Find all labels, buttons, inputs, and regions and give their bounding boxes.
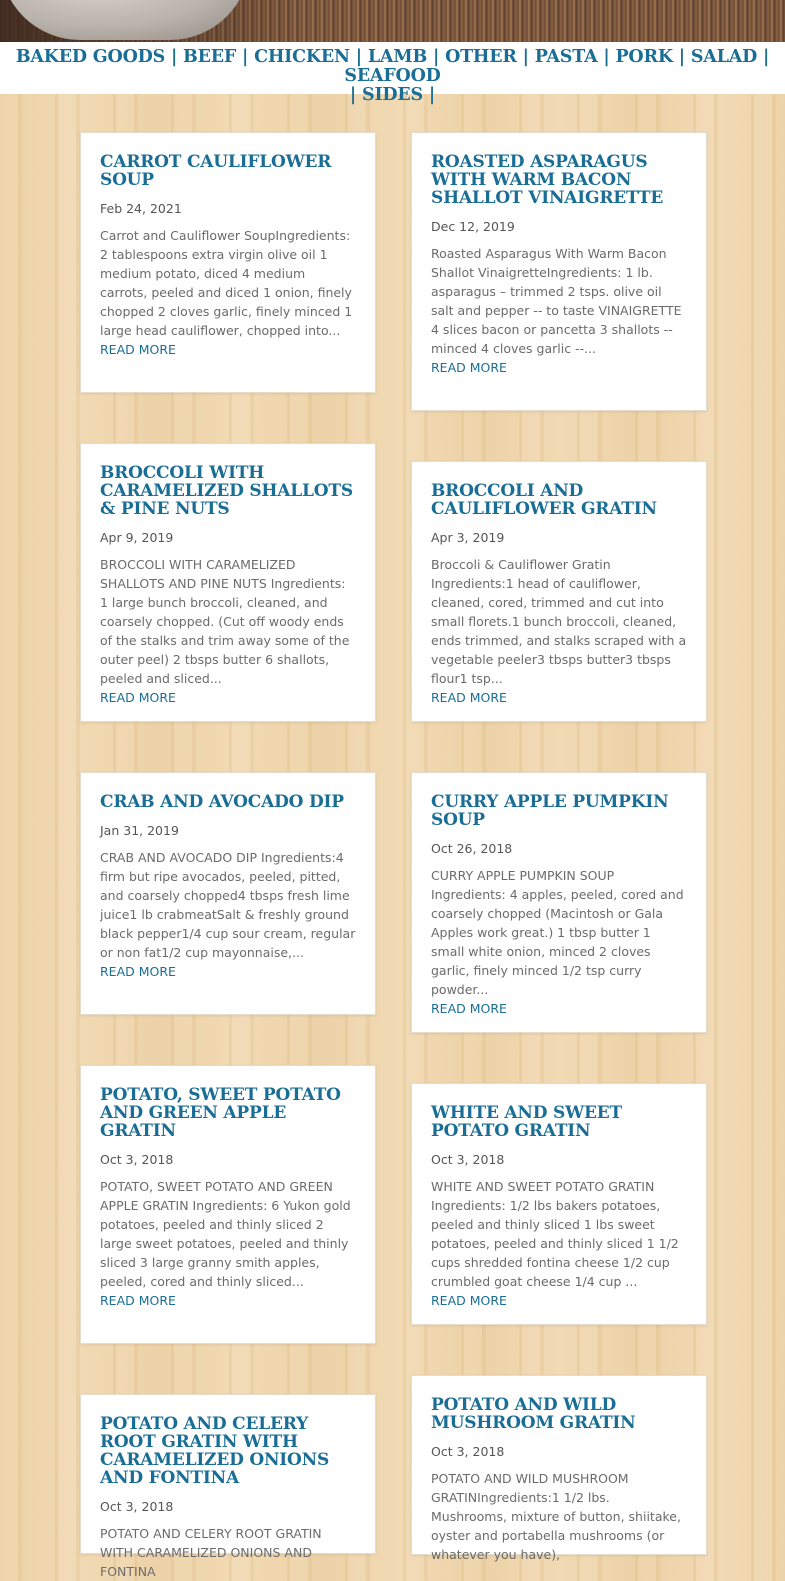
post-excerpt: CRAB AND AVOCADO DIP Ingredients:4 firm but ripe avocados, peeled, pitted, and coarsely chopped4 tbsps fresh lime juice1 lb crabmeatSalt & freshly ground black pepper1/4 cup sour cream, regular or non fat1/2 cup mayonnaise,... bbox=[100, 850, 356, 960]
read-more-link[interactable]: READ MORE bbox=[100, 1293, 176, 1308]
post-title[interactable]: BROCCOLI WITH CARAMELIZED SHALLOTS & PINE NUTS bbox=[100, 463, 353, 519]
post-date: Jan 31, 2019 bbox=[100, 823, 179, 838]
nav-separator: | bbox=[678, 47, 685, 67]
post-date: Oct 3, 2018 bbox=[100, 1152, 174, 1167]
header-banner-image bbox=[0, 0, 785, 42]
nav-separator: | bbox=[603, 47, 610, 67]
post-date: Oct 3, 2018 bbox=[431, 1444, 505, 1459]
nav-item-lamb[interactable]: LAMB bbox=[367, 47, 428, 67]
nav-separator: | bbox=[432, 47, 440, 67]
post-title[interactable]: POTATO AND CELERY ROOT GRATIN WITH CARAMELIZED ONIONS AND FONTINA bbox=[100, 1414, 330, 1488]
post-title[interactable]: POTATO AND WILD MUSHROOM GRATIN bbox=[431, 1395, 636, 1433]
post-excerpt: Broccoli & Cauliflower Gratin Ingredients:1 head of cauliflower, cleaned, cored, trimmed and cut into small florets.1 bunch broccoli, cleaned, ends trimmed, and stalks scraped with a vegetable peeler3 tbsps butter3 tbsps flour1 tsp... bbox=[431, 557, 687, 686]
read-more-link[interactable]: READ MORE bbox=[100, 690, 176, 705]
read-more-link[interactable]: READ MORE bbox=[100, 342, 176, 357]
read-more-link[interactable]: READ MORE bbox=[431, 690, 507, 705]
nav-item-baked-goods[interactable]: BAKED GOODS bbox=[15, 47, 166, 67]
post-excerpt: POTATO AND WILD MUSHROOM GRATINIngredients:1 1/2 lbs. Mushrooms, mixture of button, shiitake, oyster and portabella mushrooms (or whatever you have), bbox=[431, 1471, 681, 1562]
nav-separator: | bbox=[349, 85, 357, 105]
nav-item-salad[interactable]: SALAD bbox=[690, 47, 758, 67]
post-date: Feb 24, 2021 bbox=[100, 201, 182, 216]
read-more-link[interactable]: READ MORE bbox=[100, 964, 176, 979]
nav-item-beef[interactable]: BEEF bbox=[183, 47, 237, 67]
nav-separator: | bbox=[522, 47, 529, 67]
post-date: Apr 9, 2019 bbox=[100, 530, 174, 545]
post-date: Oct 3, 2018 bbox=[431, 1152, 505, 1167]
category-nav bbox=[0, 42, 785, 105]
nav-item-seafood[interactable]: SEAFOOD bbox=[344, 66, 441, 86]
post-card bbox=[80, 1394, 376, 1579]
post-title[interactable]: CARROT CAULIFLOWER SOUP bbox=[100, 152, 332, 190]
post-card bbox=[80, 132, 376, 393]
post-excerpt: Roasted Asparagus With Warm Bacon Shallot VinaigretteIngredients: 1 lb. asparagus – trimmed 2 tsps. olive oil salt and pepper -- to taste VINAIGRETTE 4 slices bacon or pancetta 3 shallots -- minced 4 cloves garlic --... bbox=[431, 246, 682, 356]
post-excerpt: Carrot and Cauliflower SoupIngredients: 2 tablespoons extra virgin olive oil 1 medium potato, diced 4 medium carrots, peeled and diced 1 onion, finely chopped 2 cloves garlic, finely minced 1 large head cauliflower, chopped into... bbox=[100, 228, 353, 338]
post-title[interactable]: CRAB AND AVOCADO DIP bbox=[100, 792, 344, 812]
nav-separator: | bbox=[428, 85, 436, 105]
post-card bbox=[411, 461, 707, 722]
post-excerpt: POTATO, SWEET POTATO AND GREEN APPLE GRATIN Ingredients: 6 Yukon gold potatoes, peeled and thinly sliced 2 large sweet potatoes, peeled and thinly sliced 3 large granny smith apples, peeled, cored and thinly sliced... bbox=[100, 1179, 351, 1289]
post-excerpt: BROCCOLI WITH CARAMELIZED SHALLOTS AND PINE NUTS Ingredients: 1 large bunch broccoli, cleaned, and coarsely chopped. (Cut off woody ends of the stalks and trim away some of the outer peel) 2 tbsps butter 6 shallots, peeled and sliced... bbox=[100, 557, 350, 686]
read-more-link[interactable]: READ MORE bbox=[431, 360, 507, 375]
post-card bbox=[80, 772, 376, 1015]
read-more-link[interactable]: READ MORE bbox=[431, 1001, 507, 1016]
post-card bbox=[80, 443, 376, 722]
post-excerpt: WHITE AND SWEET POTATO GRATIN Ingredients: 1/2 lbs bakers potatoes, peeled and thinly sliced 1 lbs sweet potatoes, peeled and thinly sliced 1 1/2 cups shredded fontina cheese 1/2 cup crumbled goat cheese 1/4 cup ... bbox=[431, 1179, 679, 1289]
post-title[interactable]: ROASTED ASPARAGUS WITH WARM BACON SHALLOT VINAIGRETTE bbox=[431, 152, 664, 208]
nav-separator: | bbox=[763, 47, 770, 67]
nav-item-chicken[interactable]: CHICKEN bbox=[254, 47, 350, 67]
post-card bbox=[411, 1083, 707, 1325]
nav-item-sides[interactable]: SIDES bbox=[362, 85, 423, 105]
post-excerpt: POTATO AND CELERY ROOT GRATIN WITH CARAMELIZED ONIONS AND FONTINA bbox=[100, 1526, 322, 1579]
post-card bbox=[80, 1065, 376, 1344]
nav-separator: | bbox=[242, 47, 249, 67]
read-more-link[interactable]: READ MORE bbox=[431, 1293, 507, 1308]
nav-item-pork[interactable]: PORK bbox=[615, 47, 673, 67]
post-card bbox=[411, 772, 707, 1033]
post-title[interactable]: BROCCOLI AND CAULIFLOWER GRATIN bbox=[431, 481, 657, 519]
post-title[interactable]: POTATO, SWEET POTATO AND GREEN APPLE GRATIN bbox=[100, 1085, 341, 1141]
post-excerpt: CURRY APPLE PUMPKIN SOUP Ingredients: 4 apples, peeled, cored and coarsely chopped (Macintosh or Gala Apples work great.) 1 tbsp butter 1 small white onion, minced 2 cloves garlic, finely minced 1/2 tsp curry powder... bbox=[431, 868, 684, 997]
post-date: Dec 12, 2019 bbox=[431, 219, 515, 234]
nav-item-other[interactable]: OTHER bbox=[445, 47, 517, 67]
post-card bbox=[411, 132, 707, 411]
post-card bbox=[411, 1375, 707, 1562]
nav-separator: | bbox=[170, 47, 178, 67]
nav-separator: | bbox=[355, 47, 362, 67]
nav-item-pasta[interactable]: PASTA bbox=[534, 47, 598, 67]
post-title[interactable]: CURRY APPLE PUMPKIN SOUP bbox=[431, 792, 669, 830]
post-date: Oct 3, 2018 bbox=[100, 1499, 174, 1514]
post-date: Apr 3, 2019 bbox=[431, 530, 505, 545]
post-date: Oct 26, 2018 bbox=[431, 841, 513, 856]
post-title[interactable]: WHITE AND SWEET POTATO GRATIN bbox=[431, 1103, 622, 1141]
